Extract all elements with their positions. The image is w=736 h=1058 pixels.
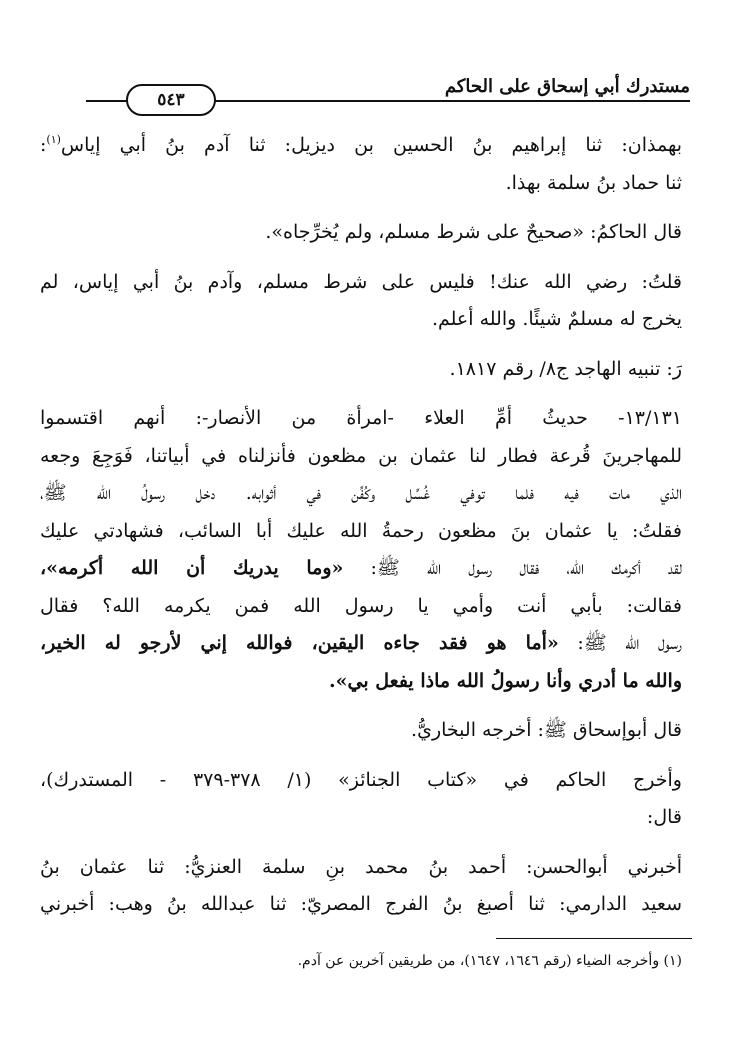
text-line — [40, 550, 682, 588]
text-line: سعيد الدارمي: ثنا أصبغ بنُ الفرج المصريّ: ثنا عبدالله بنُ وهب: أخبرني — [40, 893, 682, 915]
page-header — [86, 62, 690, 110]
hadith-quote: «أما هو فقد جاءه اليقين، فوالله إني لأرجو له الخير، — [40, 632, 559, 654]
text-line: الذي مات فيه فلما توفي غُسِّل وكُفِّن في أثوابه. دخل رسولُ الله ﷺ، — [40, 482, 682, 504]
text-line: قال الحاكمُ: «صحيحٌ على شرط مسلم، ولم يُخرِّجاه». — [265, 221, 682, 243]
text-line: قال أبوإسحاق ﷺ: أخرجه البخاريُّ. — [411, 719, 682, 741]
footnote-marker: (١) — [46, 133, 61, 146]
text-line: وأخرج الحاكم في «كتاب الجنائز» (١/ ٣٧٨-٣٧٩ - المستدرك)، — [40, 768, 682, 791]
text-line: ١٣/١٣١- حديثُ أمِّ العلاء -امرأة من الأنصار-: أنهم اقتسموا — [40, 407, 682, 429]
hadith-quote: «وما يدريك أن الله أكرمه»، — [40, 557, 344, 579]
text-line-content: رسول الله ﷺ: — [577, 632, 682, 654]
text-line: والله ما أدري وأنا رسولُ الله ماذا يفعل بي». — [329, 669, 682, 692]
text-line-punct: : — [40, 134, 47, 156]
text-line: فقلتُ: يا عثمان بنَ مظعون رحمةُ الله عليك أبا السائب، فشهادتي عليك — [40, 519, 682, 542]
text-line: رَ: تنبيه الهاجد ج٨/ رقم ١٨١٧. — [449, 357, 682, 380]
text-line: فقالت: بأبي أنت وأمي يا رسول الله فمن يكرمه الله؟ فقال — [40, 594, 682, 617]
text-line: قال: — [646, 806, 682, 828]
text-line: ثنا حماد بنُ سلمة بهذا. — [505, 171, 682, 194]
running-title: مستدرك أبي إسحاق على الحاكم — [444, 76, 690, 97]
text-line — [40, 127, 682, 165]
text-line-content: لقد أكرمك الله، فقال رسول الله ﷺ: — [370, 557, 682, 579]
footnote-rule — [496, 938, 692, 939]
footnote: (١) وأخرجه الضياء (رقم ١٦٤٦، ١٦٤٧)، من طريقين آخرين عن آدم. — [297, 953, 682, 969]
main-text — [40, 127, 682, 924]
text-line — [40, 625, 682, 663]
text-line: يخرج له مسلمٌ شيئًا. والله أعلم. — [431, 308, 682, 330]
text-line: للمهاجرينَ قُرعة فطار لنا عثمان بن مظعون فأنزلناه في أبياتنا، فَوَجِعَ وجعه — [40, 444, 682, 467]
page-number: ٥٤٣ — [126, 84, 216, 116]
text-line: أخبرني أبوالحسن: أحمد بنُ محمد بنِ سلمة العنزيُّ: ثنا عثمان بنُ — [40, 855, 682, 878]
text-line: قلتُ: رضي الله عنك! فليس على شرط مسلم، وآدم بنُ أبي إياس، لم — [40, 270, 682, 293]
text-line-content: بهمذان: ثنا إبراهيم بنُ الحسين بن ديزيل: ثنا آدم بنُ أبي إياس — [60, 134, 682, 156]
